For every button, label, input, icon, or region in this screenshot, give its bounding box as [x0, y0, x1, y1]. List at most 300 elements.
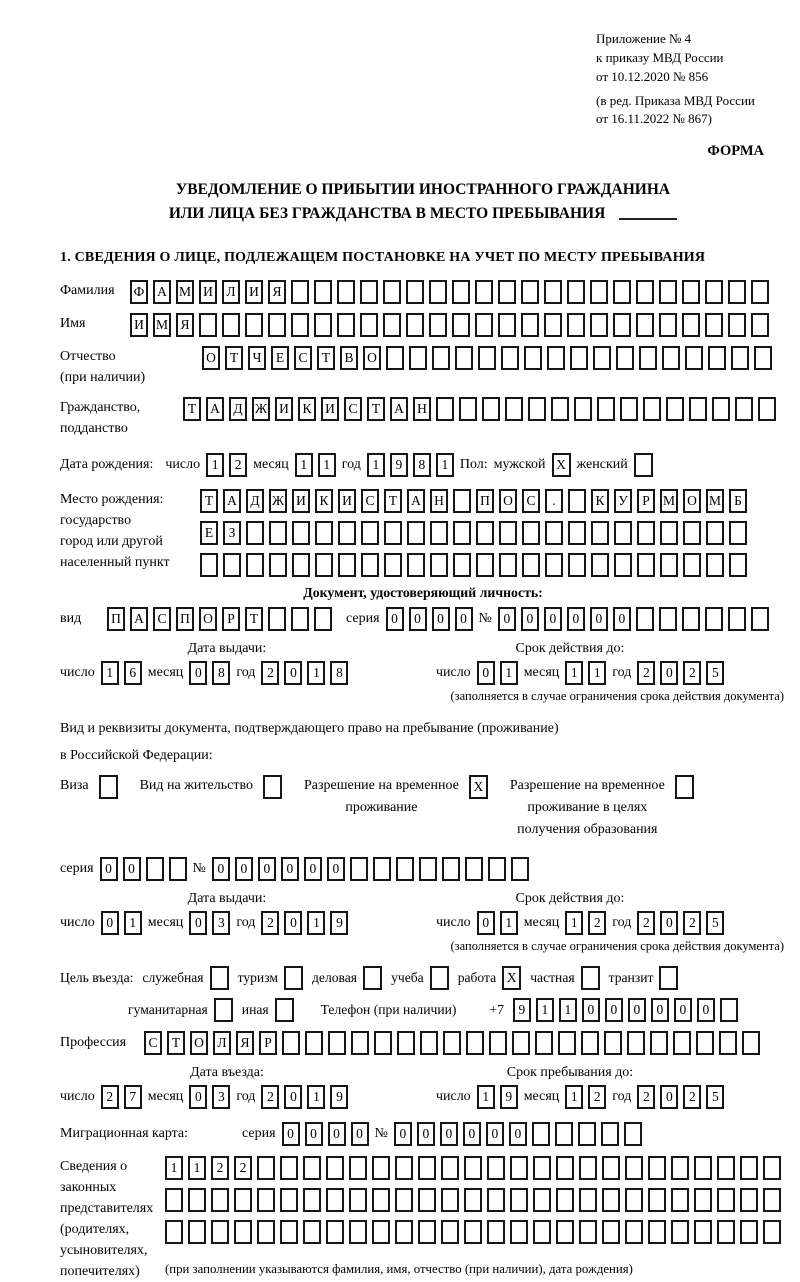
char-cell[interactable]: [689, 397, 707, 421]
char-cell[interactable]: 0: [258, 857, 276, 881]
char-cell[interactable]: 2: [683, 661, 701, 685]
char-cell[interactable]: 0: [417, 1122, 435, 1146]
char-cell[interactable]: [234, 1220, 252, 1244]
char-cell[interactable]: [545, 553, 563, 577]
char-cell[interactable]: [685, 346, 703, 370]
char-cell[interactable]: З: [223, 521, 241, 545]
char-cell[interactable]: [601, 1122, 619, 1146]
char-cell[interactable]: [374, 1031, 392, 1055]
char-cell[interactable]: Я: [176, 313, 194, 337]
char-cell[interactable]: 1: [565, 911, 583, 935]
char-cell[interactable]: [418, 1156, 436, 1180]
char-cell[interactable]: [720, 998, 738, 1022]
char-cell[interactable]: 0: [432, 607, 450, 631]
char-cell[interactable]: [544, 280, 562, 304]
char-cell[interactable]: 0: [282, 1122, 300, 1146]
char-cell[interactable]: [291, 313, 309, 337]
char-cell[interactable]: 2: [588, 1085, 606, 1109]
char-cell[interactable]: [397, 1031, 415, 1055]
char-cell[interactable]: 0: [455, 607, 473, 631]
char-cell[interactable]: [464, 1188, 482, 1212]
char-cell[interactable]: А: [153, 280, 171, 304]
char-cell[interactable]: 1: [367, 453, 385, 477]
char-cell[interactable]: [246, 553, 264, 577]
char-cell[interactable]: 1: [559, 998, 577, 1022]
char-cell[interactable]: [453, 521, 471, 545]
char-cell[interactable]: 6: [124, 661, 142, 685]
char-cell[interactable]: 0: [651, 998, 669, 1022]
char-cell[interactable]: [361, 521, 379, 545]
char-cell[interactable]: 0: [101, 911, 119, 935]
char-cell[interactable]: 0: [590, 607, 608, 631]
char-cell[interactable]: 1: [307, 1085, 325, 1109]
char-cell[interactable]: Я: [236, 1031, 254, 1055]
char-cell[interactable]: [547, 346, 565, 370]
char-cell[interactable]: [706, 521, 724, 545]
char-cell[interactable]: 2: [234, 1156, 252, 1180]
char-cell[interactable]: 9: [513, 998, 531, 1022]
char-cell[interactable]: [659, 280, 677, 304]
char-cell[interactable]: [712, 397, 730, 421]
char-cell[interactable]: [165, 1188, 183, 1212]
char-cell[interactable]: [574, 397, 592, 421]
char-cell[interactable]: [662, 346, 680, 370]
char-cell[interactable]: [395, 1188, 413, 1212]
char-cell[interactable]: Р: [222, 607, 240, 631]
char-cell[interactable]: [305, 1031, 323, 1055]
char-cell[interactable]: 2: [261, 911, 279, 935]
char-cell[interactable]: И: [292, 489, 310, 513]
char-cell[interactable]: 5: [706, 911, 724, 935]
char-cell[interactable]: 1: [124, 911, 142, 935]
char-cell[interactable]: 0: [212, 857, 230, 881]
char-cell[interactable]: [499, 553, 517, 577]
char-cell[interactable]: 0: [409, 607, 427, 631]
char-cell[interactable]: [763, 1188, 781, 1212]
char-cell[interactable]: [625, 1156, 643, 1180]
char-cell[interactable]: 1: [318, 453, 336, 477]
char-cell[interactable]: [729, 521, 747, 545]
char-cell[interactable]: .: [545, 489, 563, 513]
char-cell[interactable]: 0: [304, 857, 322, 881]
char-cell[interactable]: Л: [213, 1031, 231, 1055]
char-cell[interactable]: О: [202, 346, 220, 370]
char-cell[interactable]: 2: [588, 911, 606, 935]
char-cell[interactable]: [763, 1156, 781, 1180]
char-cell[interactable]: [683, 521, 701, 545]
char-cell[interactable]: [567, 280, 585, 304]
char-cell[interactable]: [567, 313, 585, 337]
char-cell[interactable]: Я: [268, 280, 286, 304]
char-cell[interactable]: [522, 521, 540, 545]
char-cell[interactable]: Н: [413, 397, 431, 421]
char-cell[interactable]: Т: [245, 607, 263, 631]
char-cell[interactable]: [498, 313, 516, 337]
char-cell[interactable]: [717, 1188, 735, 1212]
char-cell[interactable]: О: [499, 489, 517, 513]
char-cell[interactable]: [524, 346, 542, 370]
char-cell[interactable]: [533, 1156, 551, 1180]
char-cell[interactable]: 1: [436, 453, 454, 477]
char-cell[interactable]: [705, 607, 723, 631]
char-cell[interactable]: Е: [271, 346, 289, 370]
char-cell[interactable]: [581, 1031, 599, 1055]
char-cell[interactable]: [694, 1188, 712, 1212]
char-cell[interactable]: [579, 1220, 597, 1244]
char-cell[interactable]: 7: [124, 1085, 142, 1109]
char-cell[interactable]: 1: [206, 453, 224, 477]
char-cell[interactable]: [165, 1220, 183, 1244]
char-cell[interactable]: [361, 553, 379, 577]
char-cell[interactable]: [257, 1188, 275, 1212]
char-cell[interactable]: [487, 1220, 505, 1244]
char-cell[interactable]: [719, 1031, 737, 1055]
char-cell[interactable]: К: [315, 489, 333, 513]
char-cell[interactable]: Б: [729, 489, 747, 513]
char-cell[interactable]: [735, 397, 753, 421]
other-checkbox[interactable]: [275, 998, 294, 1022]
char-cell[interactable]: А: [407, 489, 425, 513]
char-cell[interactable]: [597, 397, 615, 421]
char-cell[interactable]: 0: [477, 661, 495, 685]
char-cell[interactable]: Л: [222, 280, 240, 304]
char-cell[interactable]: [430, 553, 448, 577]
char-cell[interactable]: 1: [307, 661, 325, 685]
char-cell[interactable]: 0: [660, 911, 678, 935]
char-cell[interactable]: [637, 521, 655, 545]
char-cell[interactable]: [636, 280, 654, 304]
char-cell[interactable]: [694, 1220, 712, 1244]
char-cell[interactable]: [511, 857, 529, 881]
char-cell[interactable]: [590, 280, 608, 304]
char-cell[interactable]: [223, 553, 241, 577]
char-cell[interactable]: О: [199, 607, 217, 631]
char-cell[interactable]: [383, 280, 401, 304]
char-cell[interactable]: 1: [188, 1156, 206, 1180]
char-cell[interactable]: [510, 1188, 528, 1212]
char-cell[interactable]: [280, 1188, 298, 1212]
char-cell[interactable]: 0: [328, 1122, 346, 1146]
char-cell[interactable]: [593, 346, 611, 370]
char-cell[interactable]: 1: [565, 1085, 583, 1109]
char-cell[interactable]: [708, 346, 726, 370]
char-cell[interactable]: 0: [284, 661, 302, 685]
char-cell[interactable]: М: [153, 313, 171, 337]
char-cell[interactable]: [452, 313, 470, 337]
char-cell[interactable]: 0: [498, 607, 516, 631]
char-cell[interactable]: [384, 553, 402, 577]
char-cell[interactable]: Т: [367, 397, 385, 421]
char-cell[interactable]: О: [190, 1031, 208, 1055]
char-cell[interactable]: [464, 1220, 482, 1244]
char-cell[interactable]: [199, 313, 217, 337]
char-cell[interactable]: М: [660, 489, 678, 513]
char-cell[interactable]: [326, 1156, 344, 1180]
char-cell[interactable]: 8: [413, 453, 431, 477]
char-cell[interactable]: Д: [229, 397, 247, 421]
char-cell[interactable]: А: [390, 397, 408, 421]
char-cell[interactable]: [556, 1188, 574, 1212]
char-cell[interactable]: [660, 521, 678, 545]
char-cell[interactable]: 0: [509, 1122, 527, 1146]
char-cell[interactable]: [453, 489, 471, 513]
char-cell[interactable]: [429, 280, 447, 304]
char-cell[interactable]: 1: [500, 661, 518, 685]
char-cell[interactable]: М: [176, 280, 194, 304]
char-cell[interactable]: 2: [637, 1085, 655, 1109]
char-cell[interactable]: 5: [706, 1085, 724, 1109]
char-cell[interactable]: [360, 313, 378, 337]
char-cell[interactable]: 2: [101, 1085, 119, 1109]
char-cell[interactable]: 2: [229, 453, 247, 477]
char-cell[interactable]: [418, 1188, 436, 1212]
char-cell[interactable]: Т: [183, 397, 201, 421]
char-cell[interactable]: [489, 1031, 507, 1055]
char-cell[interactable]: [614, 521, 632, 545]
char-cell[interactable]: [200, 553, 218, 577]
char-cell[interactable]: [728, 607, 746, 631]
char-cell[interactable]: [751, 280, 769, 304]
char-cell[interactable]: [648, 1220, 666, 1244]
char-cell[interactable]: [488, 857, 506, 881]
char-cell[interactable]: [487, 1156, 505, 1180]
char-cell[interactable]: 3: [212, 911, 230, 935]
char-cell[interactable]: [568, 521, 586, 545]
char-cell[interactable]: 2: [683, 911, 701, 935]
char-cell[interactable]: [717, 1220, 735, 1244]
char-cell[interactable]: [591, 553, 609, 577]
char-cell[interactable]: Ф: [130, 280, 148, 304]
char-cell[interactable]: [706, 553, 724, 577]
char-cell[interactable]: [315, 521, 333, 545]
char-cell[interactable]: [338, 521, 356, 545]
char-cell[interactable]: [349, 1188, 367, 1212]
char-cell[interactable]: [535, 1031, 553, 1055]
char-cell[interactable]: 9: [330, 911, 348, 935]
char-cell[interactable]: [533, 1220, 551, 1244]
char-cell[interactable]: [602, 1220, 620, 1244]
char-cell[interactable]: [476, 521, 494, 545]
char-cell[interactable]: [146, 857, 164, 881]
char-cell[interactable]: [624, 1122, 642, 1146]
char-cell[interactable]: 0: [284, 911, 302, 935]
char-cell[interactable]: Р: [259, 1031, 277, 1055]
char-cell[interactable]: Т: [384, 489, 402, 513]
char-cell[interactable]: [510, 1220, 528, 1244]
char-cell[interactable]: [372, 1220, 390, 1244]
char-cell[interactable]: О: [683, 489, 701, 513]
char-cell[interactable]: [442, 857, 460, 881]
char-cell[interactable]: [555, 1122, 573, 1146]
char-cell[interactable]: [751, 313, 769, 337]
private-checkbox[interactable]: [581, 966, 600, 990]
char-cell[interactable]: [384, 521, 402, 545]
char-cell[interactable]: 2: [261, 1085, 279, 1109]
char-cell[interactable]: 2: [683, 1085, 701, 1109]
char-cell[interactable]: [386, 346, 404, 370]
char-cell[interactable]: [616, 346, 634, 370]
char-cell[interactable]: [648, 1156, 666, 1180]
char-cell[interactable]: 0: [660, 661, 678, 685]
char-cell[interactable]: С: [153, 607, 171, 631]
char-cell[interactable]: [579, 1188, 597, 1212]
char-cell[interactable]: 1: [500, 911, 518, 935]
humanitarian-checkbox[interactable]: [214, 998, 233, 1022]
char-cell[interactable]: [337, 313, 355, 337]
char-cell[interactable]: [478, 346, 496, 370]
char-cell[interactable]: [648, 1188, 666, 1212]
char-cell[interactable]: [420, 1031, 438, 1055]
char-cell[interactable]: 0: [351, 1122, 369, 1146]
char-cell[interactable]: [683, 553, 701, 577]
char-cell[interactable]: 1: [307, 911, 325, 935]
char-cell[interactable]: [591, 521, 609, 545]
char-cell[interactable]: 9: [500, 1085, 518, 1109]
char-cell[interactable]: [625, 1188, 643, 1212]
char-cell[interactable]: 9: [330, 1085, 348, 1109]
char-cell[interactable]: [314, 313, 332, 337]
char-cell[interactable]: 0: [613, 607, 631, 631]
char-cell[interactable]: [441, 1220, 459, 1244]
tourism-checkbox[interactable]: [284, 966, 303, 990]
char-cell[interactable]: Р: [637, 489, 655, 513]
char-cell[interactable]: [614, 553, 632, 577]
char-cell[interactable]: 0: [327, 857, 345, 881]
char-cell[interactable]: А: [206, 397, 224, 421]
char-cell[interactable]: [245, 313, 263, 337]
char-cell[interactable]: [728, 280, 746, 304]
char-cell[interactable]: [694, 1156, 712, 1180]
char-cell[interactable]: 0: [284, 1085, 302, 1109]
char-cell[interactable]: [409, 346, 427, 370]
char-cell[interactable]: 1: [101, 661, 119, 685]
char-cell[interactable]: [292, 521, 310, 545]
char-cell[interactable]: Н: [430, 489, 448, 513]
char-cell[interactable]: [222, 313, 240, 337]
char-cell[interactable]: [568, 553, 586, 577]
char-cell[interactable]: 0: [189, 1085, 207, 1109]
char-cell[interactable]: [666, 397, 684, 421]
char-cell[interactable]: [498, 280, 516, 304]
char-cell[interactable]: [625, 1220, 643, 1244]
char-cell[interactable]: [505, 397, 523, 421]
char-cell[interactable]: 0: [477, 911, 495, 935]
char-cell[interactable]: [521, 280, 539, 304]
char-cell[interactable]: 3: [212, 1085, 230, 1109]
char-cell[interactable]: [453, 553, 471, 577]
char-cell[interactable]: [602, 1156, 620, 1180]
char-cell[interactable]: [717, 1156, 735, 1180]
char-cell[interactable]: [682, 280, 700, 304]
char-cell[interactable]: [512, 1031, 530, 1055]
char-cell[interactable]: [303, 1220, 321, 1244]
char-cell[interactable]: [326, 1188, 344, 1212]
char-cell[interactable]: [466, 1031, 484, 1055]
commercial-checkbox[interactable]: [363, 966, 382, 990]
char-cell[interactable]: [465, 857, 483, 881]
char-cell[interactable]: [291, 607, 309, 631]
char-cell[interactable]: М: [706, 489, 724, 513]
char-cell[interactable]: [452, 280, 470, 304]
char-cell[interactable]: [643, 397, 661, 421]
char-cell[interactable]: К: [591, 489, 609, 513]
char-cell[interactable]: [682, 607, 700, 631]
char-cell[interactable]: 0: [463, 1122, 481, 1146]
char-cell[interactable]: 0: [521, 607, 539, 631]
char-cell[interactable]: С: [144, 1031, 162, 1055]
char-cell[interactable]: [705, 280, 723, 304]
char-cell[interactable]: [590, 313, 608, 337]
char-cell[interactable]: [349, 1156, 367, 1180]
char-cell[interactable]: [671, 1188, 689, 1212]
char-cell[interactable]: [396, 857, 414, 881]
char-cell[interactable]: [351, 1031, 369, 1055]
char-cell[interactable]: [419, 857, 437, 881]
char-cell[interactable]: [604, 1031, 622, 1055]
char-cell[interactable]: [558, 1031, 576, 1055]
char-cell[interactable]: П: [476, 489, 494, 513]
char-cell[interactable]: [533, 1188, 551, 1212]
char-cell[interactable]: [383, 313, 401, 337]
char-cell[interactable]: [659, 607, 677, 631]
char-cell[interactable]: 0: [628, 998, 646, 1022]
char-cell[interactable]: [349, 1220, 367, 1244]
char-cell[interactable]: [211, 1220, 229, 1244]
char-cell[interactable]: [268, 313, 286, 337]
char-cell[interactable]: [406, 280, 424, 304]
female-checkbox[interactable]: [634, 453, 653, 477]
char-cell[interactable]: [269, 553, 287, 577]
char-cell[interactable]: [303, 1188, 321, 1212]
char-cell[interactable]: [406, 313, 424, 337]
char-cell[interactable]: Ч: [248, 346, 266, 370]
char-cell[interactable]: [314, 607, 332, 631]
char-cell[interactable]: И: [321, 397, 339, 421]
char-cell[interactable]: [740, 1220, 758, 1244]
char-cell[interactable]: [613, 280, 631, 304]
char-cell[interactable]: [188, 1220, 206, 1244]
char-cell[interactable]: [636, 313, 654, 337]
char-cell[interactable]: 0: [189, 911, 207, 935]
char-cell[interactable]: [432, 346, 450, 370]
char-cell[interactable]: 0: [544, 607, 562, 631]
char-cell[interactable]: [373, 857, 391, 881]
char-cell[interactable]: 1: [295, 453, 313, 477]
temp-residence-checkbox[interactable]: X: [469, 775, 488, 799]
char-cell[interactable]: [459, 397, 477, 421]
char-cell[interactable]: [705, 313, 723, 337]
char-cell[interactable]: 0: [660, 1085, 678, 1109]
char-cell[interactable]: [639, 346, 657, 370]
char-cell[interactable]: [673, 1031, 691, 1055]
char-cell[interactable]: 8: [212, 661, 230, 685]
char-cell[interactable]: [475, 313, 493, 337]
char-cell[interactable]: [257, 1156, 275, 1180]
char-cell[interactable]: [303, 1156, 321, 1180]
char-cell[interactable]: 1: [477, 1085, 495, 1109]
char-cell[interactable]: 2: [211, 1156, 229, 1180]
char-cell[interactable]: [763, 1220, 781, 1244]
char-cell[interactable]: 1: [165, 1156, 183, 1180]
char-cell[interactable]: [280, 1220, 298, 1244]
char-cell[interactable]: У: [614, 489, 632, 513]
char-cell[interactable]: [637, 553, 655, 577]
char-cell[interactable]: 2: [261, 661, 279, 685]
transit-checkbox[interactable]: [659, 966, 678, 990]
char-cell[interactable]: [257, 1220, 275, 1244]
char-cell[interactable]: [696, 1031, 714, 1055]
char-cell[interactable]: 0: [697, 998, 715, 1022]
